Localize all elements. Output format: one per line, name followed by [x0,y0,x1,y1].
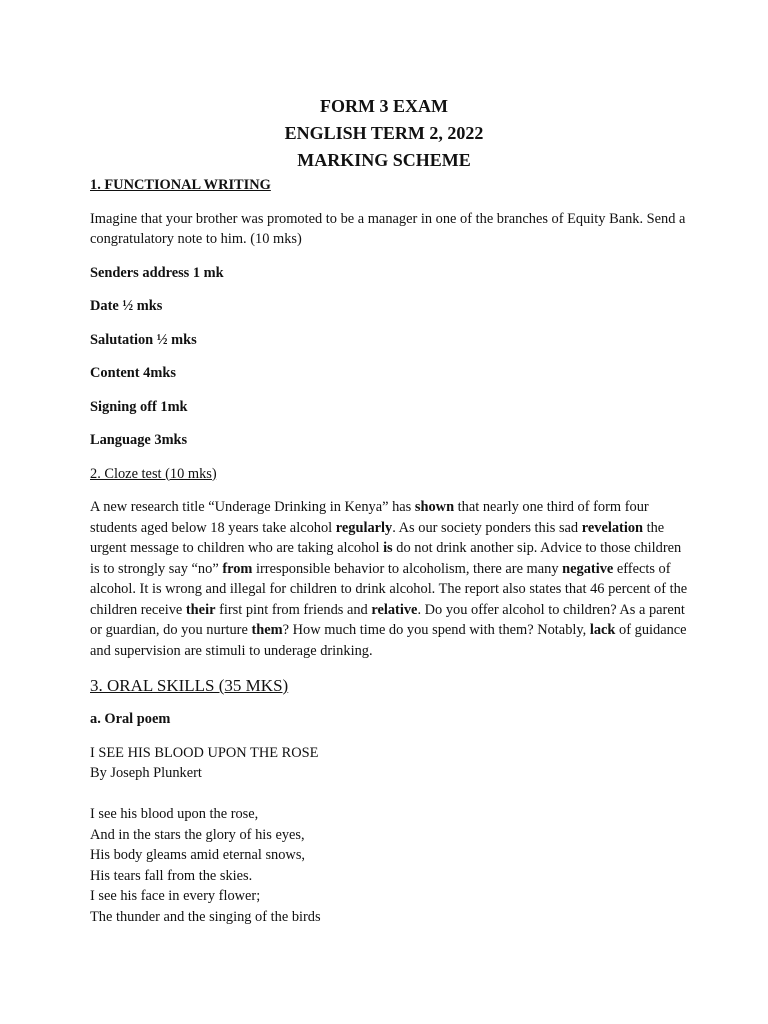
cloze-text: of guidance and supervision are stimuli to underage drinking. [90,622,687,659]
cloze-answer: is [383,540,393,556]
cloze-answer: from [222,560,253,577]
mark-item: Senders address 1 mk [90,264,224,281]
cloze-answer: them [251,622,283,638]
poem-line: I see his face in every flower; [90,888,261,904]
mark-item: Signing off 1mk [90,398,188,415]
cloze-text: irresponsible behavior to alcoholism, there are many [252,560,563,577]
cloze-answer: lack [589,622,616,638]
mark-item: Language 3mks [90,432,188,448]
header-marking-scheme: MARKING SCHEME [297,150,471,170]
section-functional-writing-heading: 1. FUNCTIONAL WRITING [90,177,271,193]
document-header [0,93,768,174]
cloze-text: . As our society ponders this sad [392,519,582,536]
cloze-answer: revelation [581,519,644,536]
cloze-text: . Do you offer alcohol to children? As a parent or guardian, do you nurture [90,601,685,638]
cloze-text: do not drink another sip. Advice to those children is to strongly say “no” [90,540,682,577]
section-oral-skills-heading: 3. ORAL SKILLS (35 MKS) [90,676,289,695]
poem-title: I SEE HIS BLOOD UPON THE ROSE [90,744,319,761]
cloze-text: A new research title “Underage Drinking in Kenya” has [90,499,415,515]
cloze-text: the urgent message to children who are taking alcohol [90,519,665,556]
document-body [90,175,690,927]
poem-line: His body gleams amid eternal snows, [90,847,306,863]
cloze-passage [90,497,690,661]
cloze-answer: regularly [335,519,393,536]
cloze-text: first pint from friends and [215,601,372,618]
header-subject: ENGLISH TERM 2, 2022 [284,123,484,143]
cloze-text: ? How much time do you spend with them? Notably, [282,622,590,638]
poem-line: His tears fall from the skies. [90,867,253,884]
mark-item: Content 4mks [90,365,176,381]
poem-line: And in the stars the glory of his eyes, [90,826,305,843]
poem-stanza [90,804,690,927]
cloze-answer: shown [414,499,455,515]
poem-author: By Joseph Plunkert [90,765,202,781]
cloze-answer: negative [562,560,614,577]
cloze-answer: their [185,601,216,618]
mark-item: Salutation ½ mks [90,331,197,348]
poem-line: The thunder and the singing of the birds [90,908,321,925]
header-title: FORM 3 EXAM [320,96,448,116]
section-cloze-test-heading: 2. Cloze test (10 mks) [90,465,217,482]
poem-line: I see his blood upon the rose, [90,806,259,822]
oral-poem-subheading: a. Oral poem [90,711,171,727]
cloze-text: that nearly one third of form four students aged below 18 years take alcohol [90,499,649,536]
cloze-answer: relative [371,601,418,618]
functional-writing-question: Imagine that your brother was promoted to be a manager in one of the branches of Equity Bank. Send a congratulatory note to him. (10 mks) [90,210,686,247]
mark-item: Date ½ mks [90,298,163,314]
cloze-text: effects of alcohol. It is wrong and illegal for children to drink alcohol. The report also states that 46 percent of the children receive [90,560,688,618]
